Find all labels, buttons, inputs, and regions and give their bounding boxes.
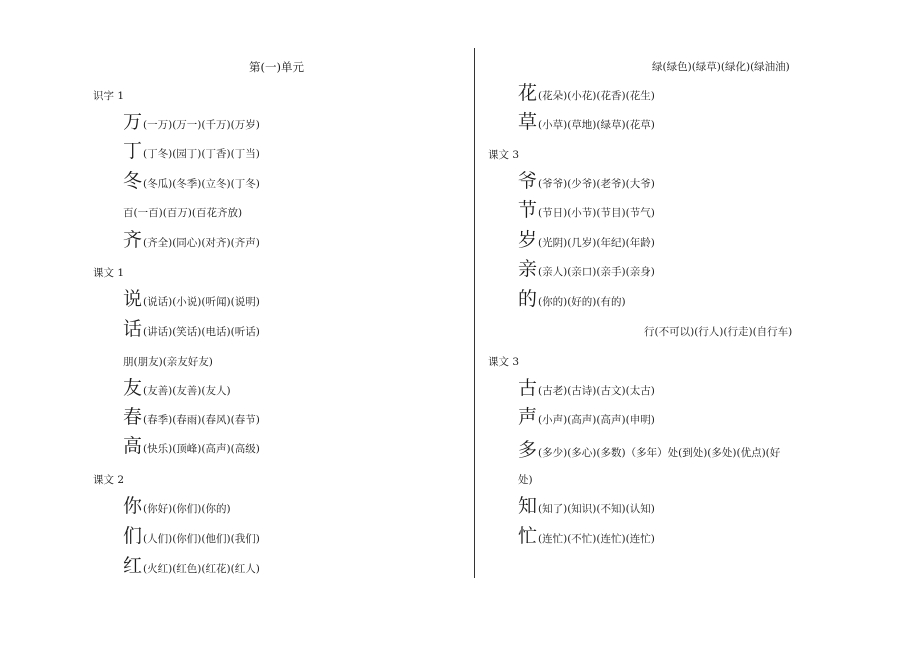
vocab-character: 古	[518, 377, 538, 399]
vocab-entry	[123, 527, 260, 546]
vocab-words: (小声)(高声)(高声)(申明)	[538, 414, 655, 426]
section-label: 课文 2	[93, 474, 125, 486]
vocab-character: 的	[518, 288, 538, 310]
vocab-entry	[123, 290, 260, 309]
vocab-character: 知	[518, 495, 538, 517]
vocab-character: 齐	[123, 229, 143, 251]
vocab-entry	[123, 231, 260, 250]
vocab-character: 多	[518, 439, 538, 461]
vocab-entry	[123, 557, 260, 576]
vocab-words: (节日)(小节)(节目)(节气)	[538, 207, 655, 219]
vocab-character: 草	[518, 111, 538, 133]
vocab-entry	[518, 260, 655, 279]
vocab-entry	[123, 379, 231, 398]
vocab-words: (春季)(春雨)(春风)(春节)	[143, 414, 260, 426]
column-divider	[474, 48, 475, 578]
vocab-words: (丁冬)(园丁)(丁香)(丁当)	[143, 148, 260, 160]
vocab-words: (小草)(草地)(绿草)(花草)	[538, 119, 655, 131]
vocab-entry	[123, 142, 260, 161]
vocab-words: (知了)(知识)(不知)(认知)	[538, 503, 655, 515]
vocab-entry	[518, 379, 655, 398]
vocab-entry	[518, 231, 655, 250]
vocab-character: 说	[123, 288, 143, 310]
vocab-words: (古老)(古诗)(古文)(太古)	[538, 385, 655, 397]
section-label: 课文 3	[488, 356, 520, 368]
vocab-words: (连忙)(不忙)(连忙)(连忙)	[538, 533, 655, 545]
vocab-character: 话	[123, 318, 143, 340]
vocab-character: 声	[518, 406, 538, 428]
vocab-line: 百(一百)(百万)(百花齐放)	[123, 207, 243, 219]
vocab-line: 行(不可以)(行人)(行走)(自行车)	[644, 326, 793, 338]
vocab-words: (多少)(多心)(多数)（多年）处(到处)(多处)(优点)(好	[538, 447, 781, 459]
vocab-entry	[518, 172, 655, 191]
vocab-entry	[518, 84, 655, 103]
vocab-character: 岁	[518, 229, 538, 251]
vocab-entry	[518, 527, 655, 546]
vocab-line: 处)	[518, 474, 533, 486]
vocab-words: (亲人)(亲口)(亲手)(亲身)	[538, 266, 655, 278]
vocab-words: (讲话)(笑话)(电话)(听话)	[143, 326, 260, 338]
vocab-words: (说话)(小说)(听闻)(说明)	[143, 296, 260, 308]
vocab-entry	[123, 497, 231, 516]
vocab-words: (快乐)(顶峰)(高声)(高级)	[143, 443, 260, 455]
vocab-entry	[123, 437, 260, 456]
vocab-character: 春	[123, 406, 143, 428]
vocab-character: 花	[518, 82, 538, 104]
unit-title: 第(一)单元	[249, 60, 304, 74]
vocab-words: (光阴)(几岁)(年纪)(年龄)	[538, 237, 655, 249]
vocab-entry	[518, 497, 655, 516]
section-label: 识字 1	[93, 90, 125, 102]
vocab-character: 亲	[518, 258, 538, 280]
vocab-words: (冬瓜)(冬季)(立冬)(丁冬)	[143, 178, 260, 190]
vocab-words: (友善)(友善)(友人)	[143, 385, 231, 397]
vocab-words: (你的)(好的)(有的)	[538, 296, 626, 308]
vocab-words: (齐全)(同心)(对齐)(齐声)	[143, 237, 260, 249]
vocab-character: 你	[123, 495, 143, 517]
vocab-words: (火红)(红色)(红花)(红人)	[143, 563, 260, 575]
vocab-words: (你好)(你们)(你的)	[143, 503, 231, 515]
vocab-line: 朋(朋友)(亲友好友)	[123, 356, 213, 368]
vocab-words: (花朵)(小花)(花香)(花生)	[538, 90, 655, 102]
vocab-character: 节	[518, 199, 538, 221]
vocab-entry	[518, 290, 626, 309]
vocab-entry	[518, 441, 780, 460]
vocab-words: (爷爷)(少爷)(老爷)(大爷)	[538, 178, 655, 190]
vocab-character: 爷	[518, 170, 538, 192]
section-label: 课文 3	[488, 149, 520, 161]
vocab-character: 红	[123, 555, 143, 577]
vocab-entry	[123, 172, 260, 191]
vocab-character: 们	[123, 525, 143, 547]
vocab-words: (人们)(你们)(他们)(我们)	[143, 533, 260, 545]
vocab-character: 忙	[518, 525, 538, 547]
vocab-character: 友	[123, 377, 143, 399]
vocab-line: 绿(绿色)(绿草)(绿化)(绿油油)	[652, 61, 790, 73]
vocab-entry	[123, 113, 260, 132]
section-label: 课文 1	[93, 267, 125, 279]
vocab-character: 万	[123, 111, 143, 133]
vocab-entry	[123, 408, 260, 427]
vocab-entry	[518, 201, 655, 220]
vocab-entry	[518, 408, 655, 427]
vocab-entry	[518, 113, 655, 132]
vocab-words: (一万)(万一)(千万)(万岁)	[143, 119, 260, 131]
vocab-character: 高	[123, 435, 143, 457]
vocab-character: 冬	[123, 170, 143, 192]
vocab-entry	[123, 320, 260, 339]
vocab-character: 丁	[123, 140, 143, 162]
